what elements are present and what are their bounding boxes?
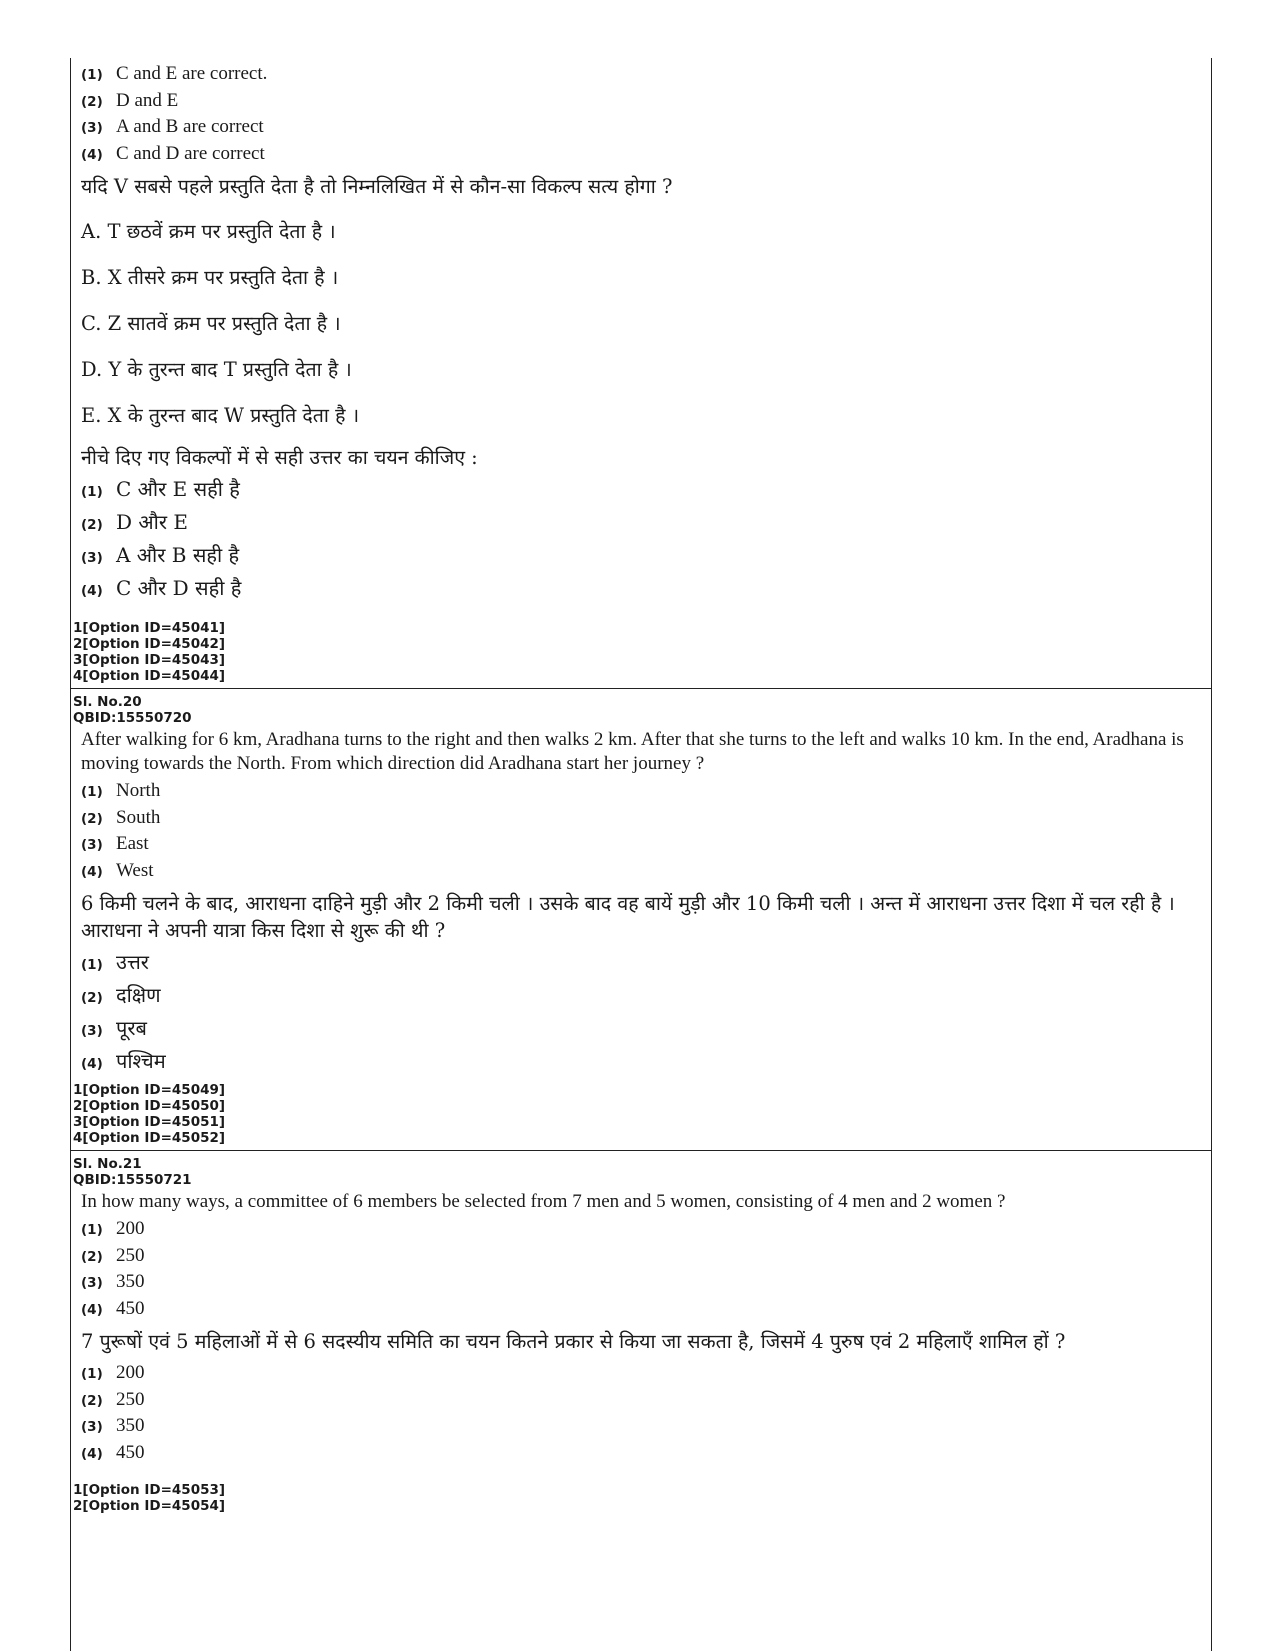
option-number: (4) bbox=[81, 863, 103, 880]
option-text: 350 bbox=[116, 1415, 145, 1436]
option-4 bbox=[71, 860, 1211, 887]
question-paper-page bbox=[70, 58, 1212, 1651]
statement-b: B. X तीसरे क्रम पर प्रस्तुति देता है । bbox=[81, 266, 339, 289]
option-text: 250 bbox=[116, 1388, 145, 1410]
option-id: 4[Option ID=45052] bbox=[73, 1130, 226, 1146]
option-text: West bbox=[116, 859, 154, 881]
hindi-question-text: यदि V सबसे पहले प्रस्तुति देता है तो निम्नलिखित में से कौन-सा विकल्प सत्य होगा ? bbox=[81, 175, 673, 198]
option-4 bbox=[71, 1047, 1211, 1080]
option-1 bbox=[71, 63, 1211, 90]
option-text: 250 bbox=[116, 1244, 145, 1266]
option-id: 2[Option ID=45042] bbox=[73, 636, 226, 652]
question-block-19 bbox=[71, 58, 1211, 689]
option-4 bbox=[71, 1298, 1211, 1325]
statement-d: D. Y के तुरन्त बाद T प्रस्तुति देता है । bbox=[81, 358, 352, 381]
serial-number: Sl. No.21 bbox=[73, 1156, 142, 1172]
question-bank-id: QBID:15550721 bbox=[73, 1172, 192, 1188]
statement-e: E. X के तुरन्त बाद W प्रस्तुति देता है । bbox=[81, 404, 360, 427]
option-number: (2) bbox=[81, 1392, 103, 1409]
hindi-options bbox=[71, 1362, 1211, 1468]
question-block-20 bbox=[71, 689, 1211, 1151]
option-2 bbox=[71, 508, 1211, 541]
option-id: 4[Option ID=45044] bbox=[73, 668, 226, 684]
option-number: (3) bbox=[81, 1275, 103, 1291]
option-number: (4) bbox=[81, 1056, 103, 1072]
option-3 bbox=[71, 541, 1211, 574]
option-text: A and B are correct bbox=[116, 116, 264, 137]
option-text: उत्तर bbox=[116, 950, 149, 974]
option-id-list bbox=[71, 1082, 225, 1146]
option-2 bbox=[71, 90, 1211, 117]
option-number: (1) bbox=[81, 1366, 103, 1382]
option-number: (2) bbox=[81, 1248, 103, 1265]
option-id: 2[Option ID=45054] bbox=[73, 1498, 226, 1514]
option-id: 1[Option ID=45053] bbox=[73, 1482, 226, 1498]
option-2 bbox=[71, 807, 1211, 834]
option-1 bbox=[71, 1362, 1211, 1389]
option-2 bbox=[71, 981, 1211, 1014]
option-1 bbox=[71, 475, 1211, 508]
option-number: (3) bbox=[81, 550, 103, 566]
hindi-question-text: 6 किमी चलने के बाद, आराधना दाहिने मुड़ी और 2 किमी चली । उसके बाद वह बायें मुड़ी और 10 किमी चली । अन्त में आराधना उत्तर दिशा में चल रही है । आराधना ने अपनी यात्रा किस दिशा से शुरू की थी ? bbox=[81, 892, 1175, 942]
serial-number: Sl. No.20 bbox=[73, 694, 142, 710]
option-number: (4) bbox=[81, 1301, 103, 1318]
option-text: North bbox=[116, 780, 161, 801]
english-question-text: In how many ways, a committee of 6 members be selected from 7 men and 5 women, consisting of 4 men and 2 women ? bbox=[81, 1191, 1006, 1212]
option-number: (2) bbox=[81, 990, 103, 1006]
option-number: (3) bbox=[81, 1419, 103, 1435]
option-text: दक्षिण bbox=[116, 983, 161, 1007]
option-4 bbox=[71, 143, 1211, 170]
option-text: D and E bbox=[116, 89, 179, 111]
option-number: (2) bbox=[81, 517, 103, 533]
option-number: (1) bbox=[81, 957, 103, 973]
option-text: A और B सही है bbox=[116, 543, 240, 567]
option-text: C and D are correct bbox=[116, 142, 265, 164]
option-3 bbox=[71, 1014, 1211, 1047]
option-2 bbox=[71, 1389, 1211, 1416]
option-number: (2) bbox=[81, 93, 103, 110]
question-block-21 bbox=[71, 1151, 1211, 1514]
option-id: 3[Option ID=45051] bbox=[73, 1114, 226, 1130]
hindi-question-text: 7 पुरूषों एवं 5 महिलाओं में से 6 सदस्यीय समिति का चयन कितने प्रकार से किया जा सकता है, जिसमें 4 पुरुष एवं 2 महिलाएँ शामिल हों ? bbox=[81, 1330, 1066, 1353]
option-number: (4) bbox=[81, 146, 103, 163]
english-options bbox=[71, 63, 1211, 169]
option-1 bbox=[71, 1218, 1211, 1245]
option-3 bbox=[71, 1415, 1211, 1442]
option-number: (3) bbox=[81, 837, 103, 853]
english-options bbox=[71, 780, 1211, 886]
hindi-options bbox=[71, 948, 1211, 1080]
option-id: 1[Option ID=45041] bbox=[73, 620, 226, 636]
option-text: पश्चिम bbox=[116, 1049, 166, 1073]
option-number: (1) bbox=[81, 1222, 103, 1238]
option-2 bbox=[71, 1245, 1211, 1272]
option-number: (3) bbox=[81, 1023, 103, 1039]
statement-a: A. T छठवें क्रम पर प्रस्तुति देता है । bbox=[81, 220, 336, 243]
option-text: 200 bbox=[116, 1362, 145, 1383]
english-question-text: After walking for 6 km, Aradhana turns to the right and then walks 2 km. After that she turns to the left and walks 10 km. In the end, Aradhana is moving towards the North. From which direction did Aradhana start her journey ? bbox=[81, 729, 1184, 774]
option-4 bbox=[71, 1442, 1211, 1469]
option-number: (2) bbox=[81, 810, 103, 827]
option-text: पूरब bbox=[116, 1016, 147, 1040]
option-id-list bbox=[71, 1482, 1211, 1514]
option-number: (3) bbox=[81, 120, 103, 136]
option-text: South bbox=[116, 806, 161, 828]
option-3 bbox=[71, 116, 1211, 143]
option-text: 350 bbox=[116, 1271, 145, 1292]
option-id-list bbox=[71, 620, 225, 684]
option-id: 3[Option ID=45043] bbox=[73, 652, 226, 668]
english-options bbox=[71, 1218, 1211, 1324]
option-text: C और D सही है bbox=[116, 576, 242, 600]
option-text: 450 bbox=[116, 1297, 145, 1319]
option-number: (4) bbox=[81, 1445, 103, 1462]
option-id: 1[Option ID=45049] bbox=[73, 1082, 226, 1098]
statement-c: C. Z सातवें क्रम पर प्रस्तुति देता है । bbox=[81, 312, 341, 335]
hindi-prompt-text: नीचे दिए गए विकल्पों में से सही उत्तर का चयन कीजिए : bbox=[81, 446, 478, 469]
option-number: (1) bbox=[81, 484, 103, 500]
option-number: (1) bbox=[81, 67, 103, 83]
hindi-options bbox=[71, 475, 1211, 607]
option-text: East bbox=[116, 833, 149, 854]
option-1 bbox=[71, 780, 1211, 807]
question-bank-id: QBID:15550720 bbox=[73, 710, 192, 726]
option-id: 2[Option ID=45050] bbox=[73, 1098, 226, 1114]
option-text: 200 bbox=[116, 1218, 145, 1239]
option-1 bbox=[71, 948, 1211, 981]
option-4 bbox=[71, 574, 1211, 607]
option-text: 450 bbox=[116, 1441, 145, 1463]
option-number: (4) bbox=[81, 583, 103, 599]
option-text: C और E सही है bbox=[116, 477, 240, 501]
option-text: C and E are correct. bbox=[116, 63, 268, 84]
option-3 bbox=[71, 833, 1211, 860]
option-text: D और E bbox=[116, 510, 188, 534]
option-3 bbox=[71, 1271, 1211, 1298]
option-number: (1) bbox=[81, 784, 103, 800]
